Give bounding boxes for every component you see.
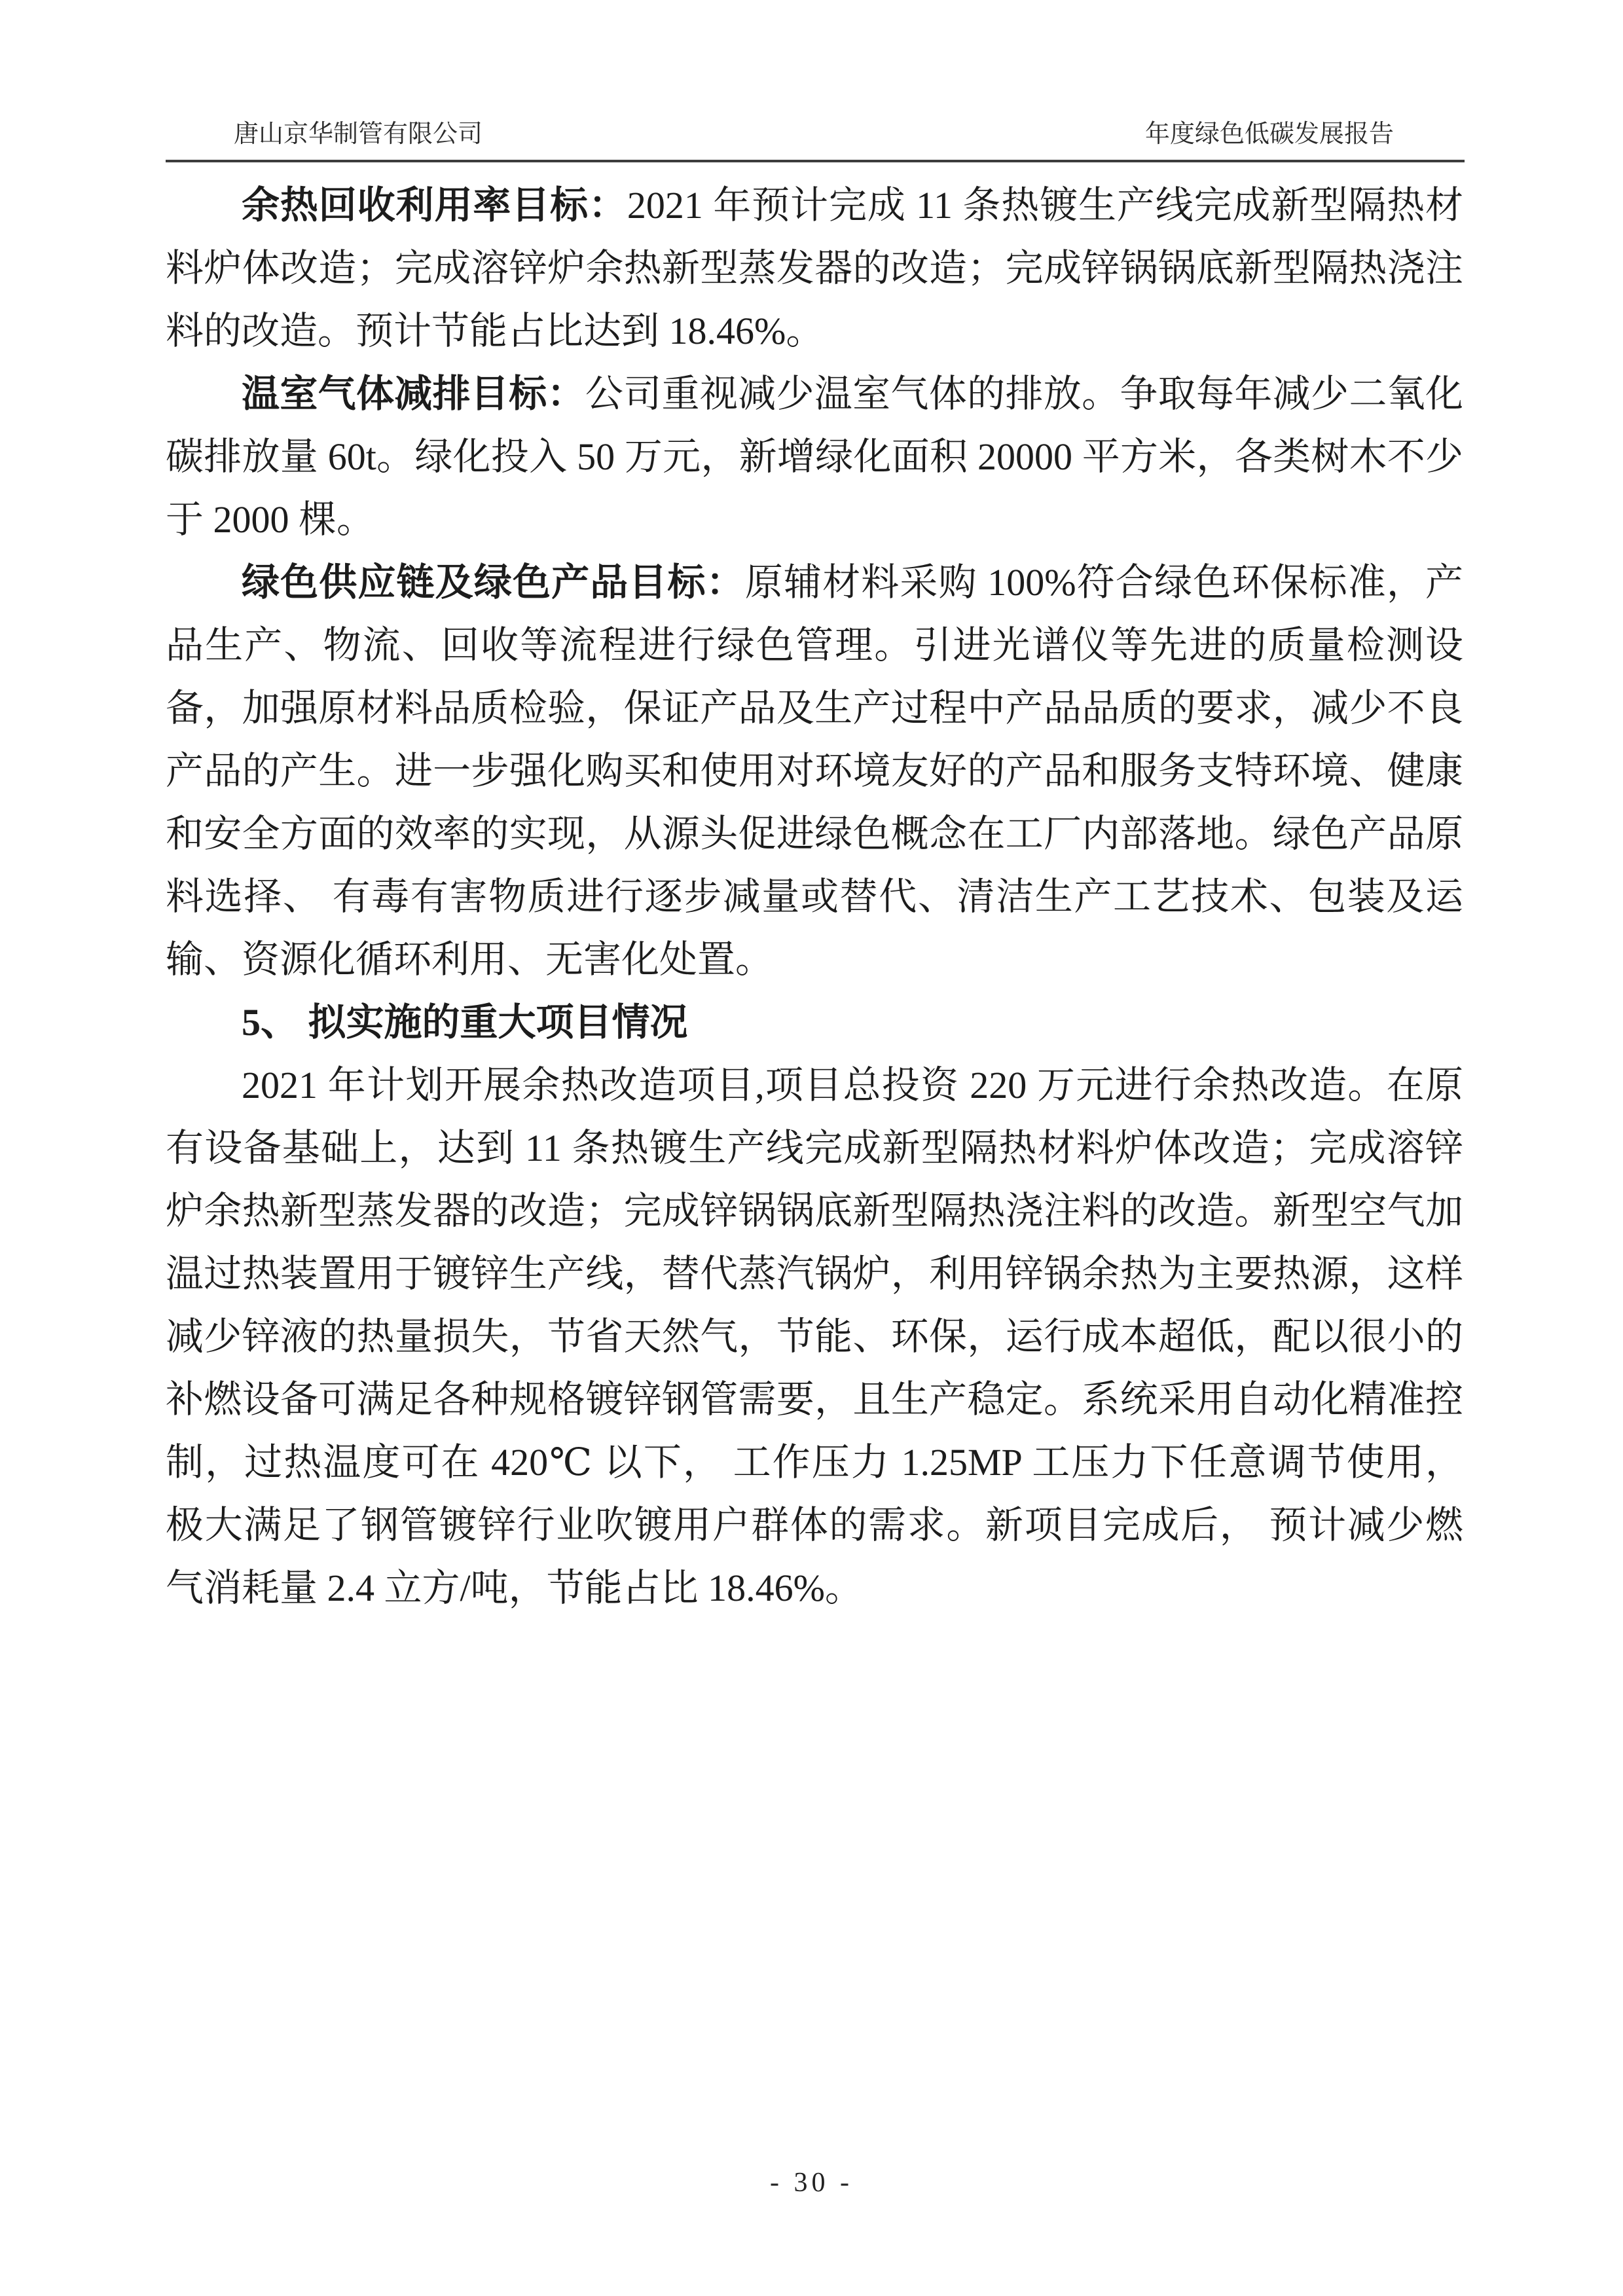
paragraph-greenhouse-gas-goal — [166, 363, 1463, 551]
header-company-name: 唐山京华制管有限公司 — [234, 120, 483, 148]
paragraph-green-supply-chain-goal — [166, 551, 1463, 991]
paragraph-text-green-supply-chain: 原辅材料采购 100%符合绿色环保标准，产品生产、物流、回收等流程进行绿色管理。引进光谱仪等先进的质量检测设备，加强原材料品质检验，保证产品及生产过程中产品品质的要求，减少不良产品的产生。进一步强化购买和使用对环境友好的产品和服务支特环境、健康和安全方面的效率的实现，从源头促进绿色概念在工厂内部落地。绿色产品原料选择、 有毒有害物质进行逐步减量或替代、清洁生产工艺技术、包装及运输、资源化循环利用、无害化处置。 — [166, 561, 1463, 981]
page-number: - 30 - — [770, 2168, 853, 2198]
page-footer — [0, 2166, 1623, 2200]
header-report-title: 年度绿色低碳发展报告 — [1144, 120, 1394, 148]
paragraph-heat-recovery-goal — [166, 174, 1463, 363]
paragraph-lead-green-supply-chain: 绿色供应链及绿色产品目标： — [242, 561, 745, 604]
paragraph-lead-heat-recovery: 余热回收利用率目标： — [242, 184, 627, 227]
header-rule — [166, 160, 1465, 162]
document-body — [166, 174, 1463, 1620]
paragraph-lead-greenhouse-gas: 温室气体减排目标： — [242, 373, 585, 415]
paragraph-text-major-project-plan: 2021 年计划开展余热改造项目,项目总投资 220 万元进行余热改造。在原有设备基础上，达到 11 条热镀生产线完成新型隔热材料炉体改造；完成溶锌炉余热新型蒸发器的改造；完成锌锅锅底新型隔热浇注料的改造。新型空气加温过热装置用于镀锌生产线，替代蒸汽锅炉，利用锌锅余热为主要热源，这样减少锌液的热量损失，节省天然气，节能、环保，运行成本超低，配以很小的补燃设备可满足各种规格镀锌钢管需要，且生产稳定。系统采用自动化精准控制，过热温度可在 420℃ 以下， 工作压力 1.25MP 工压力下任意调节使用， 极大满足了钢管镀锌行业吹镀用户群体的需求。新项目完成后， 预计减少燃气消耗量 2.4 立方/吨，节能占比 18.46%。 — [166, 1064, 1463, 1609]
page-header — [166, 119, 1465, 162]
paragraph-text-greenhouse-gas: 公司重视减少温室气体的排放。争取每年减少二氧化碳排放量 60t。绿化投入 50 万元，新增绿化面积 20000 平方米，各类树木不少于 2000 棵。 — [166, 373, 1463, 541]
paragraph-text-heat-recovery: 2021 年预计完成 11 条热镀生产线完成新型隔热材料炉体改造；完成溶锌炉余热新型蒸发器的改造；完成锌锅锅底新型隔热浇注料的改造。预计节能占比达到 18.46%。 — [166, 184, 1463, 352]
paragraph-major-project-plan — [166, 1054, 1463, 1620]
header-row — [166, 119, 1465, 160]
section-heading-major-projects: 5、 拟实施的重大项目情况 — [242, 1001, 688, 1044]
